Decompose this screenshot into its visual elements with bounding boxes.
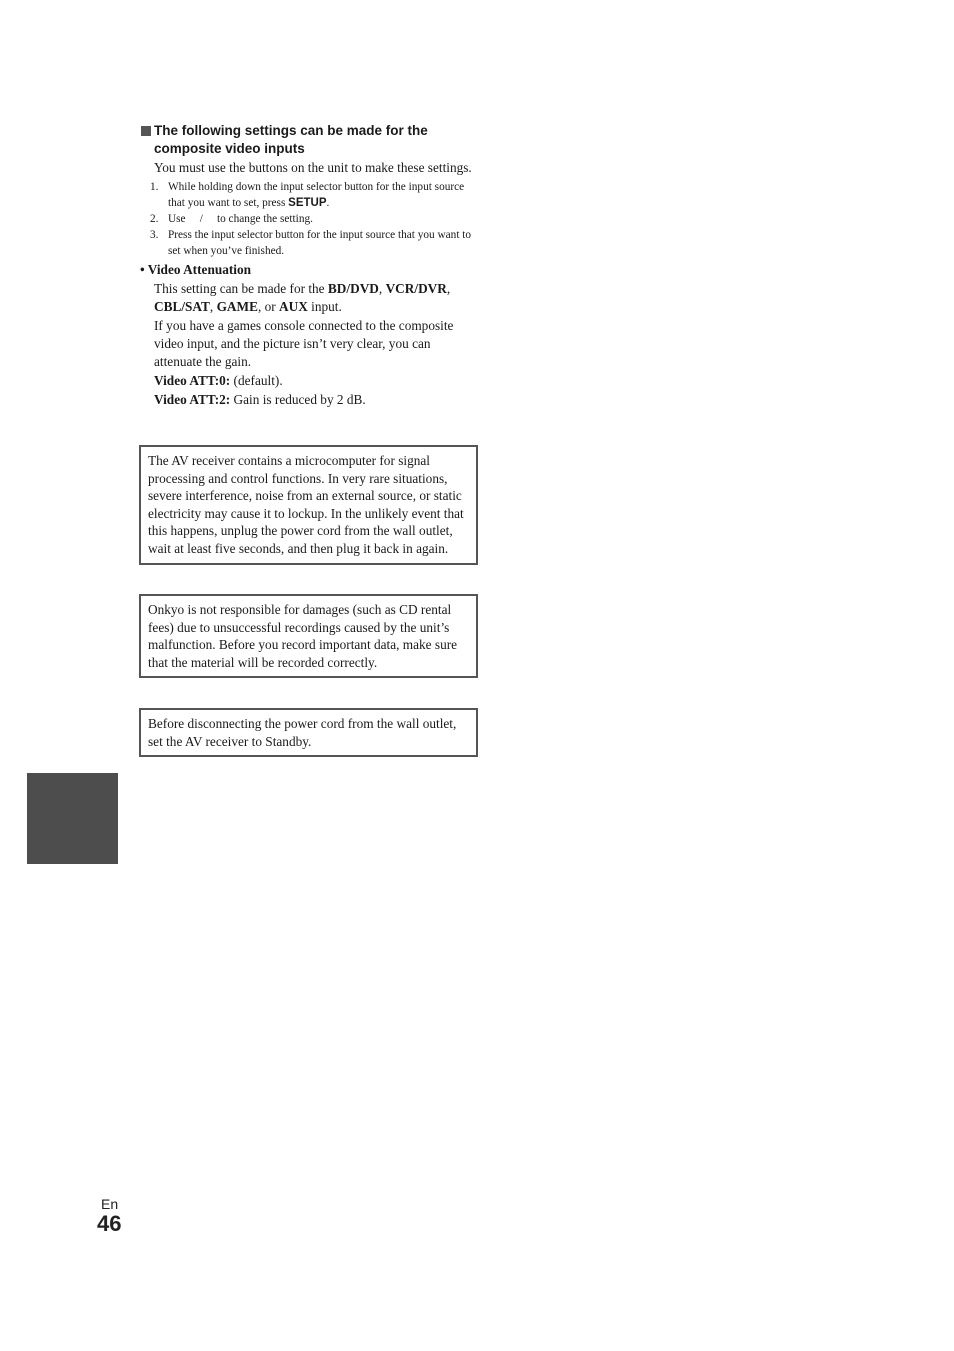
heading-line-1: The following settings can be made for the — [154, 123, 428, 138]
square-bullet-icon — [141, 126, 151, 136]
step-item — [140, 211, 478, 227]
input-name: VCR/DVR — [385, 281, 447, 296]
page-language: En — [101, 1196, 119, 1212]
step-number: 2. — [150, 213, 159, 225]
input-name: CBL/SAT — [154, 299, 210, 314]
heading-line-2: composite video inputs — [154, 141, 305, 156]
setup-key-label: SETUP — [288, 197, 327, 209]
note-box-microcomputer: The AV receiver contains a microcomputer for signal processing and control functions. In very rare situations, severe interference, noise from an external source, or static electricity may cause it to lockup. In the unlikely event that this happens, unplug the power cord from the wall outlet, wait at least five seconds, and then plug it back in again. — [139, 445, 478, 565]
steps-list — [140, 179, 478, 259]
settings-section — [140, 122, 478, 409]
note-box-standby: Before disconnecting the power cord from the wall outlet, set the AV receiver to Standby. — [139, 708, 478, 757]
option-label: Video ATT:0: — [154, 373, 231, 388]
video-attenuation-title: • Video Attenuation — [140, 262, 252, 277]
section-tab-marker — [27, 773, 118, 864]
step-item: 1. While holding down the input selector button for the input source that you want to set, press SETUP. — [150, 181, 465, 209]
option-label: Video ATT:2: — [154, 392, 231, 407]
intro-text: You must use the buttons on the unit to make these settings. — [154, 160, 472, 175]
option-item: Video ATT:0: (default). — [154, 373, 283, 388]
section-heading — [140, 122, 478, 158]
step-number: 1. — [150, 181, 159, 193]
input-name: GAME — [216, 299, 258, 314]
input-name: AUX — [279, 299, 308, 314]
step-text: Use / to change the setting. — [168, 213, 313, 225]
step-text: While holding down the input selector button for the input source that you want to set, press — [168, 181, 465, 209]
step-number: 3. — [150, 229, 159, 241]
note-box-liability: Onkyo is not responsible for damages (such as CD rental fees) due to unsuccessful recordings caused by the unit’s malfunction. Before you record important data, make sure that the material will be recorded correctly. — [139, 594, 478, 678]
step-item — [140, 227, 478, 259]
step-text: Press the input selector button for the input source that you want to set when you’ve finished. — [168, 229, 472, 257]
applies-to-text: This setting can be made for the BD/DVD, VCR/DVR, CBL/SAT, GAME, or AUX input. — [154, 281, 451, 314]
option-item: Video ATT:2: Gain is reduced by 2 dB. — [154, 392, 366, 407]
description-text: If you have a games console connected to the composite video input, and the picture isn’t very clear, you can attenuate the gain. — [154, 318, 454, 369]
page-number: 46 — [97, 1211, 122, 1236]
input-name: BD/DVD — [327, 281, 379, 296]
